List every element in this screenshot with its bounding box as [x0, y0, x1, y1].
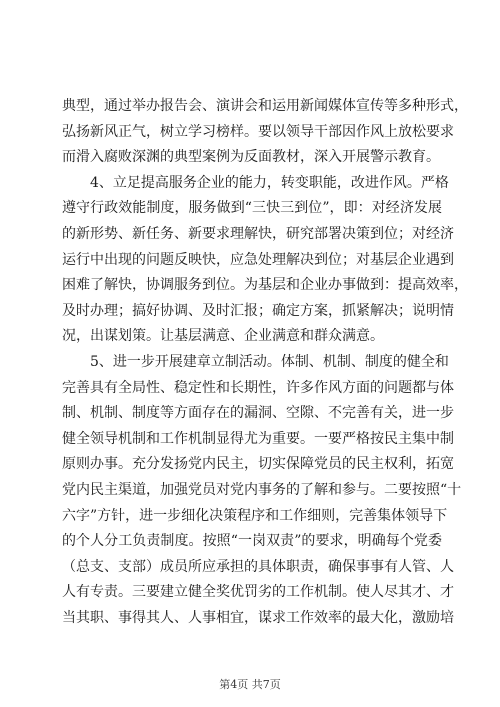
text-line: 六字”方针，进一步细化决策程序和工作细则，完善集体领导下	[62, 507, 448, 524]
text-line: 及时办理；搞好协调、及时汇报；确定方案，抓紧解决；说明情	[62, 302, 454, 319]
text-line: 健全领导机制和工作机制显得尤为重要。一要严格按民主集中制	[62, 430, 454, 447]
text-line: 弘扬新风正气，树立学习榜样。要以领导干部因作风上放松要求	[62, 123, 454, 140]
text-line: 完善具有全局性、稳定性和长期性，许多作风方面的问题都与体	[62, 379, 454, 396]
text-line: 典型，通过举办报告会、演讲会和运用新闻媒体宣传等多种形式，	[62, 98, 468, 114]
text-line: 当其职、事得其人、人事相宜，谋求工作效率的最大化，激励培	[62, 609, 454, 626]
text-line: 遵守行政效能制度，服务做到“三快三到位”，即：对经济发展	[62, 200, 442, 217]
text-line: 4、立足提高服务企业的能力，转变职能，改进作风。严格	[90, 174, 449, 191]
text-line: 人有专责。三要建立健全奖优罚劣的工作机制。使人尽其才、才	[62, 584, 454, 601]
text-line: 党内民主渠道，加强党员对党内事务的了解和参与。二要按照“十	[62, 481, 462, 498]
text-line: 原则办事。充分发扬党内民主，切实保障党员的民主权利，拓宽	[62, 456, 454, 473]
text-line: 况，出谋划策。让基层满意、企业满意和群众满意。	[62, 328, 384, 345]
text-line: 的新形势、新任务、新要求理解快，研究部署决策到位；对经济	[62, 225, 454, 242]
text-line: 运行中出现的问题反映快，应急处理解决到位；对基层企业遇到	[62, 251, 454, 268]
text-line: 制、机制、制度等方面存在的漏洞、空隙、不完善有关，进一步	[62, 405, 454, 422]
text-line: 困难了解快，协调服务到位。为基层和企业办事做到：提高效率，	[62, 277, 468, 294]
body-text	[62, 94, 468, 631]
text-line: 而滑入腐败深渊的典型案例为反面教材，深入开展警示教育。	[62, 149, 440, 166]
text-line: 5、进一步开展建章立制活动。体制、机制、制度的健全和	[90, 353, 449, 370]
page-number: 第4页 共7页	[219, 678, 281, 691]
text-line: 的个人分工负责制度。按照“一岗双责”的要求，明确每个党委	[62, 533, 442, 550]
text-line: （总支、支部）成员所应承担的具体职责，确保事事有人管、人	[62, 558, 454, 575]
